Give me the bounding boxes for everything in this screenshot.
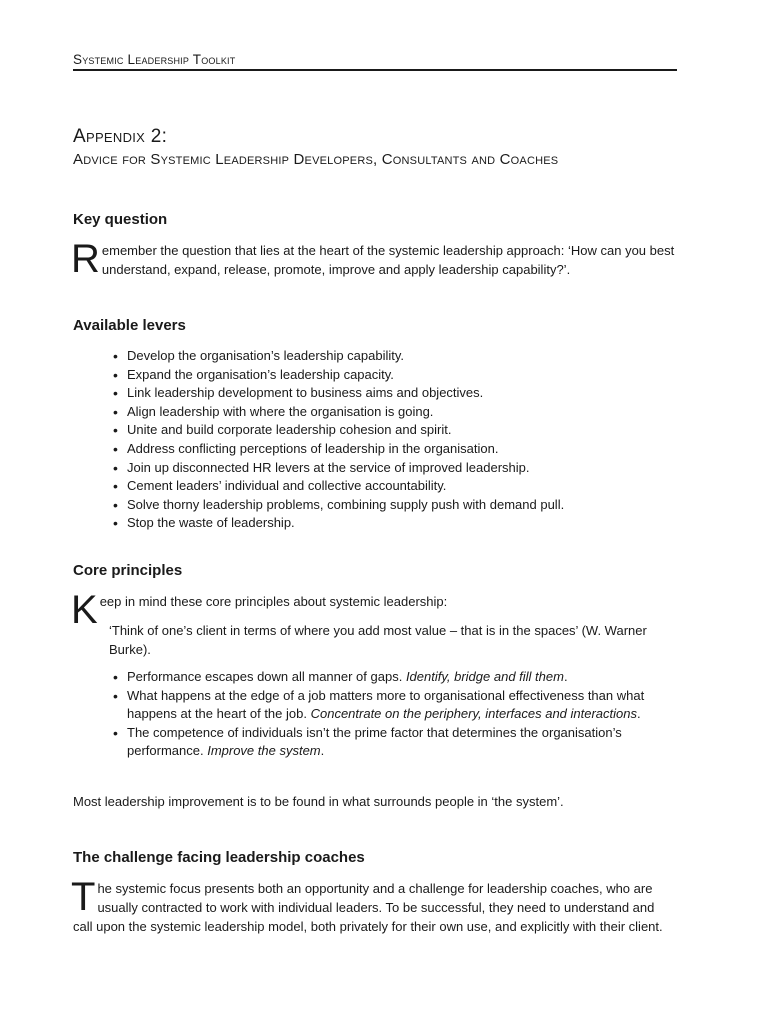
core-principles-intro-text: eep in mind these core principles about systemic leadership: xyxy=(99,594,448,609)
list-item: • Link leadership development to business aims and objectives. xyxy=(73,384,677,403)
list-item: • Join up disconnected HR levers at the service of improved leadership. xyxy=(73,459,677,478)
appendix-label: Appendix 2: xyxy=(73,126,168,147)
core-principles-heading: Core principles xyxy=(73,562,183,579)
available-levers-heading: Available levers xyxy=(73,317,186,334)
list-item xyxy=(73,668,677,687)
key-question-text: emember the question that lies at the heart of the systemic leadership approach: ‘How can you best understand, expand, release, promote, improve and apply leadership capability?’. xyxy=(101,243,675,277)
point-text: What happens at the edge of a job matters more to organisational effectiveness than what happens at the heart of the job. xyxy=(127,687,645,722)
list-item: • Develop the organisation’s leadership capability. xyxy=(73,347,677,366)
running-header: Systemic Leadership Toolkit xyxy=(73,52,677,71)
dropcap: T xyxy=(71,875,96,919)
list-item: • Expand the organisation’s leadership capacity. xyxy=(73,366,677,385)
point-emphasis: Improve the system xyxy=(207,743,321,759)
key-question-paragraph xyxy=(71,237,677,281)
principles-list xyxy=(73,668,677,761)
coaches-text: he systemic focus presents both an opportunity and a challenge for leadership coaches, who are usually contracted to work with individual leaders. To be successful, they need to understand and call upon the systemic leadership model, both privately for their own use, and explicitly with their client. xyxy=(73,881,663,934)
dropcap: K xyxy=(71,588,98,632)
burke-quote: ‘Think of one’s client in terms of where you add most value – that is in the spaces’ (W. Warner Burke). xyxy=(109,623,647,657)
list-item: • Stop the waste of leadership. xyxy=(73,514,677,533)
point-end: . xyxy=(563,669,568,684)
appendix-title: Advice for Systemic Leadership Developers, Consultants and Coaches xyxy=(73,151,559,168)
list-item xyxy=(73,687,677,724)
point-end: . xyxy=(637,706,641,722)
list-item: • Align leadership with where the organisation is going. xyxy=(73,403,677,422)
dropcap: R xyxy=(71,237,100,281)
core-principles-conclusion: Most leadership improvement is to be found in what surrounds people in ‘the system’. xyxy=(73,794,564,809)
list-item: • Cement leaders’ individual and collective accountability. xyxy=(73,477,677,496)
list-item: • Solve thorny leadership problems, combining supply push with demand pull. xyxy=(73,496,677,515)
point-emphasis: Concentrate on the periphery, interfaces and interactions xyxy=(310,706,637,722)
coaches-heading: The challenge facing leadership coaches xyxy=(73,849,365,866)
levers-list xyxy=(73,347,677,533)
list-item: • Address conflicting perceptions of leadership in the organisation. xyxy=(73,440,677,459)
point-text: The competence of individuals isn’t the prime factor that determines the organisation’s performance. xyxy=(127,724,622,759)
point-emphasis: Identify, bridge and fill them xyxy=(405,669,564,684)
coaches-paragraph xyxy=(71,875,677,936)
list-item: • Unite and build corporate leadership cohesion and spirit. xyxy=(73,421,677,440)
point-text: Performance escapes down all manner of gaps. xyxy=(127,669,406,684)
list-item xyxy=(73,724,677,761)
point-end: . xyxy=(320,743,325,759)
key-question-heading: Key question xyxy=(73,211,168,228)
